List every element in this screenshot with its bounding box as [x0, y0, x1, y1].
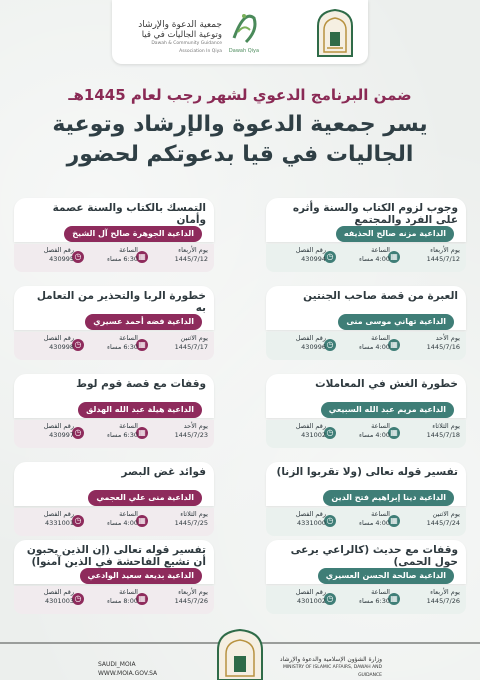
footer-ministry-name [272, 656, 382, 680]
time-value: 4:00 مساء [359, 255, 390, 263]
day-prefix: يوم [198, 510, 208, 518]
association-name [126, 20, 222, 56]
lecture-room [20, 334, 74, 358]
calendar-icon: ▦ [136, 427, 148, 439]
day-name: الثلاثاء [432, 422, 449, 430]
speaker-badge: الداعية دينا إبراهيم فتح الدين [323, 490, 454, 506]
clock-icon: ◷ [324, 251, 336, 263]
lecture-date: 1445/7/26 [426, 597, 460, 605]
card-top [266, 462, 466, 506]
time-value: 4:00 مساء [107, 519, 138, 527]
lecture-room [272, 422, 326, 446]
lecture-time [88, 246, 138, 270]
time-value: 4:00 مساء [359, 431, 390, 439]
day-prefix: يوم [450, 510, 460, 518]
card-info [14, 586, 214, 614]
room-number: 431002 [301, 431, 326, 439]
time-value: 8:00 مساء [107, 597, 138, 605]
room-label: رقم الفصل [295, 422, 326, 430]
speaker-badge: الداعية صالحة الحسن العسيري [318, 568, 454, 584]
lecture-title: تفسير قوله تعالى (ولا تقربوا الزنا) [276, 466, 458, 478]
speaker-badge: الداعية تهاني موسى منى [338, 314, 454, 330]
lecture-date: 1445/7/16 [426, 343, 460, 351]
clock-icon: ◷ [324, 515, 336, 527]
time-label: الساعة [119, 246, 138, 254]
day-name: الأربعاء [430, 246, 449, 254]
day-name: الثلاثاء [180, 510, 197, 518]
lecture-day [150, 588, 208, 612]
lecture-card [266, 198, 466, 272]
lecture-time [340, 588, 390, 612]
headline-line2: الجاليات في قيا بدعوتكم لحضور [66, 142, 414, 167]
calendar-icon: ▦ [388, 427, 400, 439]
time-value: 4:00 مساء [359, 343, 390, 351]
social-handle[interactable]: SAUDI_MOIA [98, 661, 136, 668]
day-prefix: يوم [198, 334, 208, 342]
lecture-card [266, 540, 466, 614]
time-value: 6:30 مساء [107, 343, 138, 351]
time-value: 6:30 مساء [107, 431, 138, 439]
speaker-badge: الداعية هيلة عبد الله الهدلق [78, 402, 202, 418]
card-info [266, 332, 466, 360]
time-label: الساعة [119, 334, 138, 342]
lecture-title: وقفات مع حديث (كالراعي يرعى حول الحمى) [290, 544, 458, 568]
lecture-time [340, 334, 390, 358]
association-name-line2: وتوعية الجاليات في قيا [141, 30, 222, 40]
day-name: الأحد [435, 334, 449, 342]
lecture-title: العبرة من قصة صاحب الجنتين [303, 290, 458, 302]
lecture-room [20, 588, 74, 612]
card-top [14, 540, 214, 584]
time-label: الساعة [371, 588, 390, 596]
room-number: 4331001 [45, 519, 74, 527]
lecture-room [272, 334, 326, 358]
card-info [14, 420, 214, 448]
footer-links [98, 660, 198, 678]
calendar-icon: ▦ [136, 251, 148, 263]
headline-line1: يسر جمعية الدعوة والإرشاد وتوعية [52, 112, 428, 137]
clock-icon: ◷ [72, 251, 84, 263]
website-link[interactable]: WWW.MOIA.GOV.SA [98, 670, 158, 677]
footer-ministry-logo-icon [212, 628, 268, 680]
card-info [266, 586, 466, 614]
day-prefix: يوم [198, 588, 208, 596]
speaker-badge: الداعية منى علي العجمي [88, 490, 202, 506]
lecture-room [20, 510, 74, 534]
time-label: الساعة [119, 588, 138, 596]
day-prefix: يوم [450, 246, 460, 254]
day-prefix: يوم [198, 422, 208, 430]
lecture-day [402, 510, 460, 534]
calendar-icon: ▦ [136, 593, 148, 605]
room-label: رقم الفصل [295, 334, 326, 342]
card-top [266, 374, 466, 418]
lecture-card [266, 374, 466, 448]
ministry-name-english: MINISTRY OF ISLAMIC AFFAIRS, DAWAH AND GUIDANCE [282, 665, 382, 678]
room-label: رقم الفصل [295, 246, 326, 254]
time-value: 6:30 مساء [359, 597, 390, 605]
room-label: رقم الفصل [43, 588, 74, 596]
ministry-logo-icon [314, 8, 356, 58]
clock-icon: ◷ [72, 339, 84, 351]
calendar-icon: ▦ [136, 515, 148, 527]
lecture-time [340, 510, 390, 534]
lecture-time [340, 246, 390, 270]
clock-icon: ◷ [324, 339, 336, 351]
calendar-icon: ▦ [388, 515, 400, 527]
lecture-card [14, 198, 214, 272]
lecture-date: 1445/7/18 [426, 431, 460, 439]
lecture-day [150, 422, 208, 446]
time-label: الساعة [119, 422, 138, 430]
lecture-card [266, 286, 466, 360]
room-label: رقم الفصل [43, 334, 74, 342]
lecture-date: 1445/7/23 [174, 431, 208, 439]
time-label: الساعة [371, 510, 390, 518]
lecture-room [272, 510, 326, 534]
lecture-title: خطورة الغش في المعاملات [315, 378, 458, 390]
lecture-day [402, 422, 460, 446]
lecture-title: التمسك بالكتاب والسنة عصمة وأمان [52, 202, 206, 226]
lecture-date: 1445/7/26 [174, 597, 208, 605]
header-panel [112, 0, 368, 64]
lecture-date: 1445/7/12 [174, 255, 208, 263]
lecture-card [14, 540, 214, 614]
clock-icon: ◷ [72, 515, 84, 527]
card-top [266, 198, 466, 242]
day-name: الأربعاء [178, 588, 197, 596]
room-number: 4331000 [297, 519, 326, 527]
time-value: 6:30 مساء [107, 255, 138, 263]
room-number: 430995 [49, 255, 74, 263]
lecture-time [340, 422, 390, 446]
room-number: 4301003 [45, 597, 74, 605]
room-label: رقم الفصل [43, 246, 74, 254]
clock-icon: ◷ [324, 593, 336, 605]
clock-icon: ◷ [324, 427, 336, 439]
card-info [14, 244, 214, 272]
lecture-day [402, 246, 460, 270]
time-label: الساعة [119, 510, 138, 518]
lecture-title: فوائد غض البصر [121, 466, 206, 478]
speaker-badge: الداعية مريم عبد الله السبيعي [321, 402, 454, 418]
lecture-time [88, 510, 138, 534]
card-info [14, 332, 214, 360]
room-label: رقم الفصل [295, 510, 326, 518]
card-top [14, 198, 214, 242]
lecture-date: 1445/7/24 [426, 519, 460, 527]
lecture-title: وقفات مع قصة قوم لوط [76, 378, 206, 390]
lecture-day [402, 588, 460, 612]
day-name: الأربعاء [430, 588, 449, 596]
lecture-room [20, 422, 74, 446]
lecture-date: 1445/7/12 [426, 255, 460, 263]
lecture-title: وجوب لزوم الكتاب والسنة وأثره على الفرد والمجتمع [292, 202, 458, 226]
room-number: 430998 [49, 343, 74, 351]
lecture-date: 1445/7/17 [174, 343, 208, 351]
calendar-icon: ▦ [388, 593, 400, 605]
lecture-room [20, 246, 74, 270]
time-label: الساعة [371, 246, 390, 254]
ministry-name-arabic: وزارة الشؤون الإسلامية والدعوة والإرشاد [279, 656, 382, 663]
association-logo-icon [228, 8, 260, 46]
speaker-badge: الداعية الجوهرة صالح آل الشيخ [64, 226, 202, 242]
room-number: 430994 [301, 255, 326, 263]
lecture-time [88, 334, 138, 358]
speaker-badge: الداعية بديعة سعيد الوادعي [80, 568, 202, 584]
room-number: 430996 [301, 343, 326, 351]
lecture-day [150, 334, 208, 358]
lecture-card [14, 286, 214, 360]
lecture-day [150, 246, 208, 270]
card-top [14, 286, 214, 330]
lecture-title: تفسير قوله تعالى (إن الذين يحبون أن تشيع الفاحشة في الذين آمنوا) [26, 544, 206, 568]
time-value: 4:00 مساء [359, 519, 390, 527]
clock-icon: ◷ [72, 427, 84, 439]
room-label: رقم الفصل [43, 510, 74, 518]
day-name: الأربعاء [178, 246, 197, 254]
speaker-badge: الداعية فضه أحمد عسيري [85, 314, 202, 330]
intro-text: ضمن البرنامج الدعوي لشهر رجب لعام 1445هـ [68, 86, 412, 104]
time-label: الساعة [371, 334, 390, 342]
lecture-title: خطورة الربا والتحذير من التعامل به [36, 290, 206, 314]
room-number: 4301002 [297, 597, 326, 605]
card-top [266, 286, 466, 330]
card-top [14, 374, 214, 418]
time-label: الساعة [371, 422, 390, 430]
lecture-room [272, 246, 326, 270]
association-name-line1: جمعية الدعوة والإرشاد [138, 20, 222, 30]
day-name: الاثنين [432, 510, 449, 518]
room-number: 430997 [49, 431, 74, 439]
card-top [266, 540, 466, 584]
association-name-english: Dawah & Community Guidance Association In Qiya [151, 41, 222, 54]
lecture-card [266, 462, 466, 536]
day-prefix: يوم [450, 588, 460, 596]
lecture-room [272, 588, 326, 612]
card-info [14, 508, 214, 536]
speaker-badge: الداعية مزنه صالح الحذيفه [336, 226, 454, 242]
room-label: رقم الفصل [43, 422, 74, 430]
card-info [266, 420, 466, 448]
lecture-card [14, 374, 214, 448]
calendar-icon: ▦ [388, 339, 400, 351]
day-name: الاثنين [180, 334, 197, 342]
lecture-date: 1445/7/25 [174, 519, 208, 527]
lecture-day [402, 334, 460, 358]
association-logo-caption: Dawah Qiya [228, 48, 260, 54]
room-label: رقم الفصل [295, 588, 326, 596]
calendar-icon: ▦ [136, 339, 148, 351]
day-prefix: يوم [450, 334, 460, 342]
lecture-time [88, 588, 138, 612]
card-top [14, 462, 214, 506]
lecture-time [88, 422, 138, 446]
clock-icon: ◷ [72, 593, 84, 605]
calendar-icon: ▦ [388, 251, 400, 263]
lecture-card [14, 462, 214, 536]
card-info [266, 508, 466, 536]
day-name: الأحد [183, 422, 197, 430]
day-prefix: يوم [450, 422, 460, 430]
card-info [266, 244, 466, 272]
day-prefix: يوم [198, 246, 208, 254]
lecture-day [150, 510, 208, 534]
